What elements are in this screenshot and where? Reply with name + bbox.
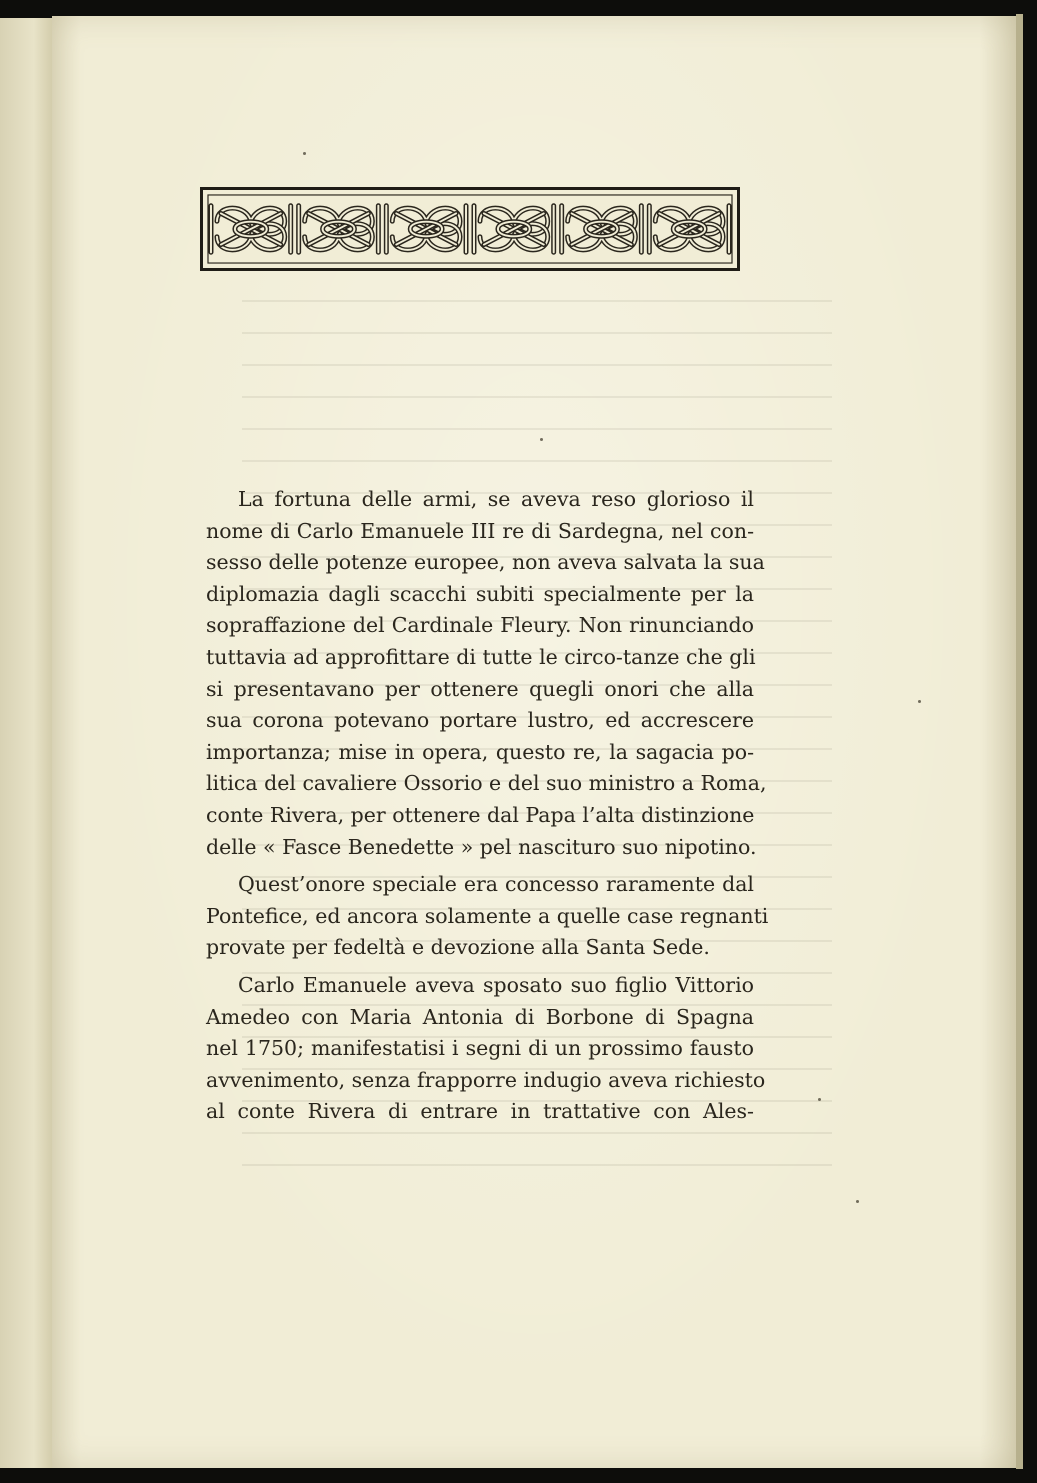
text-line: sua corona potevano portare lustro, ed accrescere <box>206 708 754 733</box>
paragraph-1 <box>206 484 767 863</box>
knot-motif-icon <box>474 206 554 253</box>
ink-speck <box>856 1200 859 1203</box>
text-line: litica del cavaliere Ossorio e del suo ministro a Roma, <box>206 771 767 796</box>
text-line: Pontefice, ed ancora solamente a quelle case regnanti <box>206 903 769 928</box>
knot-motif-icon <box>299 206 379 253</box>
text-line: si presentavano per ottenere quegli onori che alla <box>206 676 754 701</box>
text-line: tuttavia ad approfittare di tutte le circo-tanze che gli <box>206 644 756 669</box>
text-line: sesso delle potenze europee, non aveva salvata la sua <box>206 550 765 575</box>
paragraph-2 <box>206 869 769 964</box>
ornament-inner-frame <box>208 195 732 263</box>
paragraph-3 <box>206 970 766 1128</box>
text-line: delle « Fasce Benedette » pel nascituro suo nipotino. <box>206 834 757 859</box>
text-line: Quest’onore speciale era concesso raramente dal <box>238 872 754 897</box>
text-line: La fortuna delle armi, se aveva reso glorioso il <box>238 487 754 511</box>
facing-page-edge <box>0 18 57 1468</box>
page-right-edge <box>1016 14 1023 1469</box>
text-line: al conte Rivera di entrare in trattative con Ales- <box>206 1099 754 1124</box>
knotwork-headpiece-icon <box>200 187 740 271</box>
text-line: importanza; mise in opera, questo re, la sagacia po- <box>206 739 754 764</box>
text-line: diplomazia dagli scacchi subiti specialmente per la <box>206 581 754 606</box>
text-line: Amedeo con Maria Antonia di Borbone di Spagna <box>206 1004 754 1029</box>
knot-motif-icon <box>211 206 291 253</box>
text-line: avvenimento, senza frapporre indugio aveva richiesto <box>206 1067 766 1092</box>
text-line: nome di Carlo Emanuele III re di Sardegna, nel con- <box>206 518 754 543</box>
knotwork-band-icon <box>207 194 733 264</box>
text-line: provate per fedeltà e devozione alla Santa Sede. <box>206 935 710 960</box>
knot-motif-icon <box>562 206 642 253</box>
text-line: Carlo Emanuele aveva sposato suo figlio Vittorio <box>238 972 754 997</box>
text-line: conte Rivera, per ottenere dal Papa l’alta distinzione <box>206 802 755 827</box>
ink-speck <box>918 700 921 703</box>
text-line: sopraffazione del Cardinale Fleury. Non rinunciando <box>206 613 754 638</box>
ink-speck <box>540 438 543 441</box>
ink-speck <box>303 152 306 155</box>
knot-motif-icon <box>649 206 729 253</box>
body-text <box>206 484 769 1134</box>
ink-speck <box>818 1098 821 1101</box>
text-line: nel 1750; manifestatisi i segni di un prossimo fausto <box>206 1036 754 1061</box>
knot-motif-icon <box>386 206 466 253</box>
